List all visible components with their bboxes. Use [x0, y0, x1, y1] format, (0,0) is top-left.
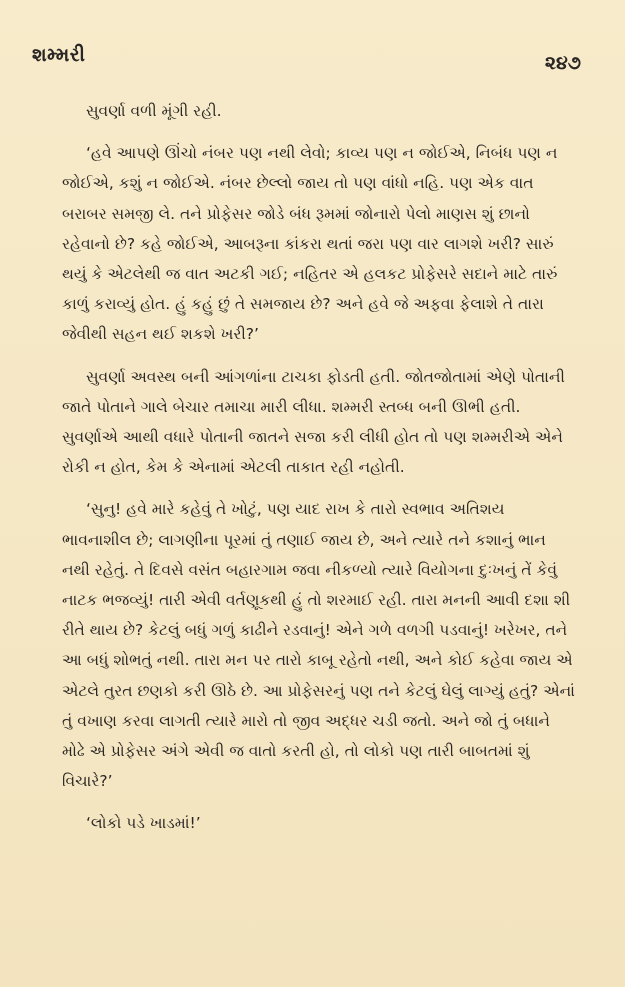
paragraph-1: સુવર્ણા વળી મૂંગી રહી.: [86, 102, 222, 120]
paragraph-4: ‘સુનુ! હવે મારે કહેવું તે ખોટું, પણ યાદ રાખ કે તારો સ્વભાવ અતિશય ભાવનાશીલ છે; લાગણીના પૂરમાં તું તણાઈ જાય છે, અને ત્યારે તને કશાનું ભાન નથી રહેતું. તે દિવસે વસંત બહારગામ જવા નીકળ્યો ત્યારે વિયોગના દુઃખનું તેં કેવું નાટક ભજવ્યું! તારી એવી વર્તણૂકથી હું તો શરમાઈ રહી. તારા મનની આવી દશા શી રીતે થાય છે? કેટલું બધું ગળું કાઢીને રડવાનું! એને ગળે વળગી પડવાનું! ખરેખર, તને આ બધું શોભતું નથી. તારા મન પર તારો કાબૂ રહેતો નથી, અને કોઈ કહેવા જાય એ એટલે તુરત છણકો કરી ઊઠે છે. આ પ્રોફેસરનું પણ તને કેટલું ઘેલું લાગ્યું હતું? એનાં તું વખાણ કરવા લાગતી ત્યારે મારો તો જીવ અદ્ધર ચડી જતો. અને જો તું બધાને મોઢે એ પ્રોફેસર અંગે એવી જ વાતો કરતી હો, તો લોકો પણ તારી બાબતમાં શું વિચારે?’: [62, 500, 575, 791]
paragraph-5: ‘લોકો પડે ખાડમાં!’: [86, 814, 201, 833]
paragraph-3: સુવર્ણા અવસ્થ બની આંગળાંના ટાચકા ફોડતી હતી. જોતજોતામાં એણે પોતાની જાતે પોતાને ગાલે બેચાર તમાચા મારી લીધા. શમ્મરી સ્તબ્ધ બની ઊભી હતી. સુવર્ણાએ આથી વધારે પોતાની જાતને સજા કરી લીધી હોત તો પણ શમ્મરીએ એને રોકી ન હોત, કેમ કે એનામાં એટલી તાકાત રહી નહોતી.: [62, 367, 565, 477]
running-title: શમ્મરી: [32, 44, 86, 66]
paragraph-2: ‘હવે આપણે ઊંચો નંબર પણ નથી લેવો; કાવ્ય પણ ન જોઈએ, નિબંધ પણ ન જોઈએ, કશું ન જોઈએ. નંબર છેલ્લો જાય તો પણ વાંધો નહિ. પણ એક વાત બરાબર સમજી લે. તને પ્રોફેસર જોડે બંધ રૂમમાં જોનારો પેલો માણસ શું છાનો રહેવાનો છે? કહે જોઈએ, આબરૂના કાંકરા થતાં જરા પણ વાર લાગશે ખરી? સારું થયું કે એટલેથી જ વાત અટકી ગઈ; નહિતર એ હલકટ પ્રોફેસરે સદાને માટે તારું કાળું કરાવ્યું હોત. હું કહું છું તે સમજાય છે? અને હવે જે અફવા ફેલાશે તે તારા જેવીથી સહન થઈ શકશે ખરી?’: [62, 144, 558, 344]
page-number: ૨૪૭: [544, 52, 581, 74]
body-text: [62, 96, 577, 839]
